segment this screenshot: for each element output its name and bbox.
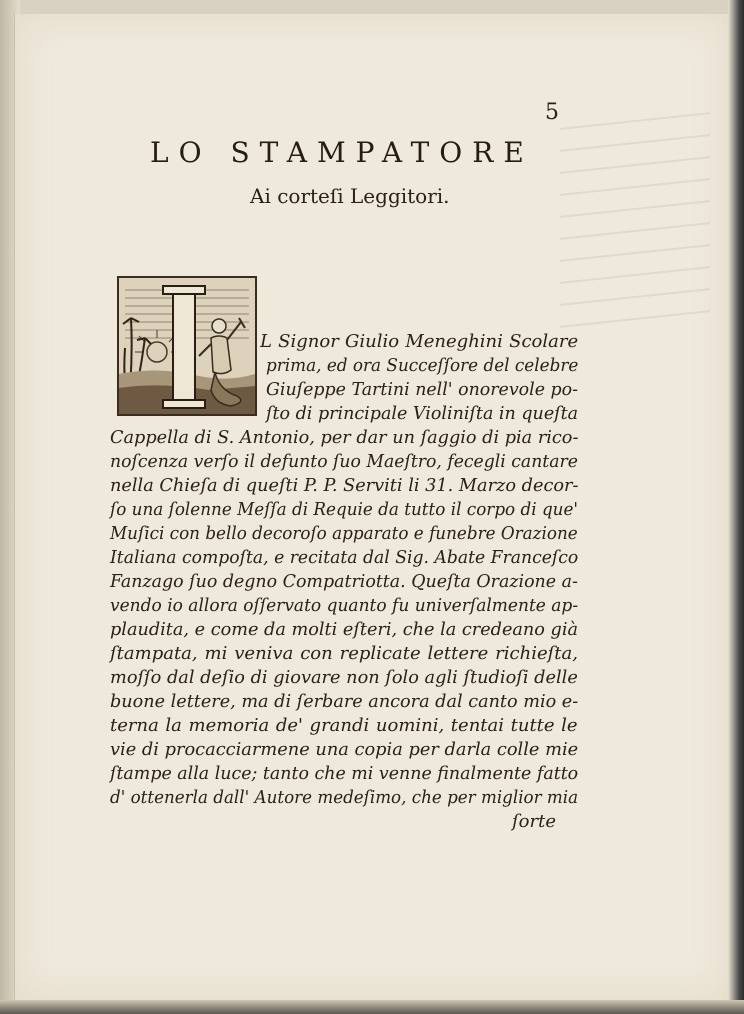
woodcut-initial xyxy=(117,276,257,416)
text-line: ſo una ſolenne Meſſa di Requie da tutto il corpo di que' xyxy=(110,499,579,520)
page-subheading: Ai corteſi Leggitori. xyxy=(250,184,450,208)
text-line: noſcenza verſo il defunto ſuo Maeſtro, fecegli cantare xyxy=(110,451,578,472)
text-line: Fanzago ſuo degno Compatriotta. Queſta Orazione a- xyxy=(110,571,578,592)
text-line: ſtampata, mi veniva con replicate lettere richieſta, xyxy=(110,643,578,664)
bottom-page-edge xyxy=(0,1000,744,1014)
woodcut-initial-image xyxy=(119,278,255,414)
text-line: nella Chieſa di queſti P. P. Serviti li 31. Marzo decor- xyxy=(110,475,579,496)
text-line: prima, ed ora Succeſſore del celebre xyxy=(266,355,579,376)
text-line: vendo io allora oſſervato quanto fu univerſalmente ap- xyxy=(110,595,579,616)
text-line: vie di procacciarmene una copia per darla colle mie xyxy=(110,739,579,760)
text-line: Giuſeppe Tartini nell' onorevole po- xyxy=(266,379,578,400)
text-line: Italiana compoſta, e recitata dal Sig. Abate Franceſco xyxy=(110,547,579,568)
text-line: moſſo dal deſio di giovare non ſolo agli ſtudioſi delle xyxy=(110,667,578,688)
right-page-edge xyxy=(728,0,744,1014)
text-line: terna la memoria de' grandi uomini, tentai tutte le xyxy=(110,715,578,736)
text-line: buone lettere, ma di ſerbare ancora dal canto mio e- xyxy=(110,691,579,712)
text-line: Cappella di S. Antonio, per dar un ſaggio di pia rico- xyxy=(110,427,579,448)
text-line: ſtampe alla luce; tanto che mi venne finalmente fatto xyxy=(110,763,579,784)
text-line: d' ottenerla dall' Autore medeſimo, che per miglior mia xyxy=(110,787,579,808)
text-line: ſto di principale Violiniſta in queſta xyxy=(266,403,579,424)
text-line: plaudita, e come da molti eſteri, che la credeano già xyxy=(110,619,579,640)
text-line: Muſici con bello decoroſo apparato e funebre Orazione xyxy=(110,523,578,544)
show-through-text xyxy=(560,112,710,348)
page-heading: LO STAMPATORE xyxy=(150,136,534,169)
text-line: L Signor Giulio Meneghini Scolare xyxy=(260,331,579,352)
catchword: ſorte xyxy=(512,811,556,832)
page-number: 5 xyxy=(545,100,559,125)
